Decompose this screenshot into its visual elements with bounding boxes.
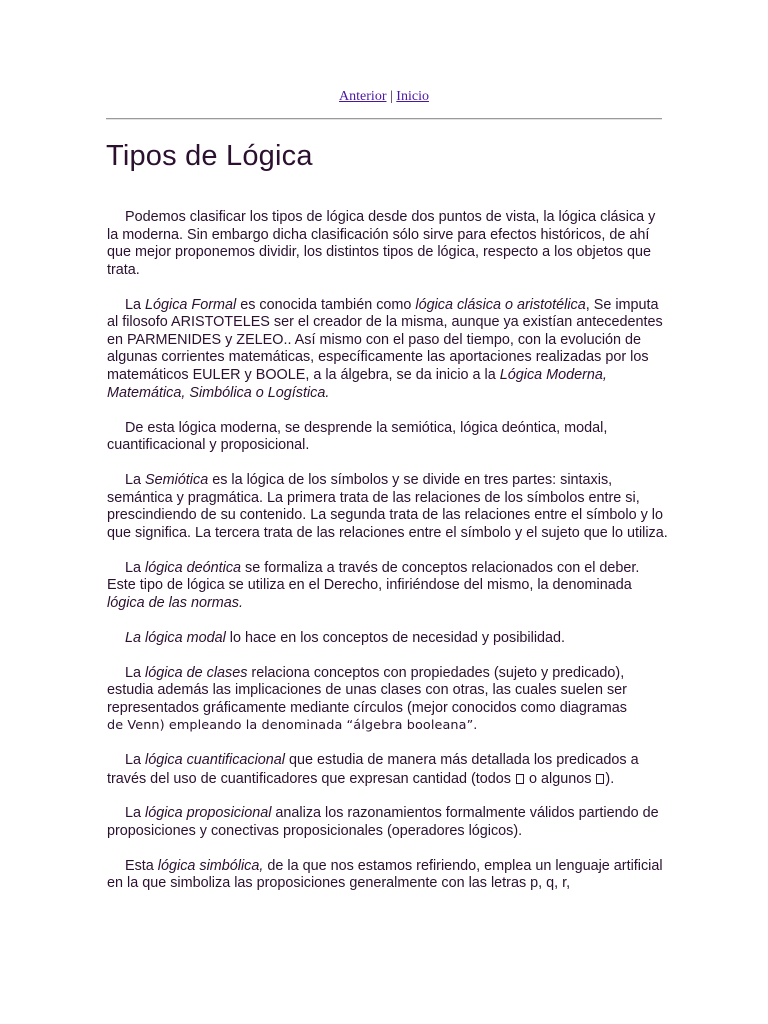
text-run: se formaliza a través de conceptos relacionados con el deber. Este tipo de lógica se utiliza en el Derecho, infiriéndose del mismo, la denominada <box>107 559 640 594</box>
text-run: relaciona conceptos con propiedades (sujeto y predicado), estudia además las implicaciones de unas clases con otras, las cuales suelen ser representados gráficamente mediante círculos (mejor conocidos como diagramas <box>107 664 627 716</box>
text-run: La <box>125 559 146 576</box>
text-run: que estudia de manera más detallada los predicados a través del uso de cuantificadores que expresan cantidad (todos <box>107 752 639 788</box>
paragraph-simbolica <box>107 858 669 893</box>
text-run: analiza los razonamientos formalmente válidos partiendo de proposiciones y conectivas proposicionales (operadores lógicos). <box>107 805 659 839</box>
paragraph-cuantificacional <box>107 751 669 789</box>
text-run: ). <box>605 771 615 788</box>
term-semiotica: Semiótica <box>145 472 209 489</box>
paragraph-proposicional <box>107 805 669 840</box>
term-logica-moderna: Lógica Moderna, Matemática, Simbólica o Logística. <box>107 367 607 401</box>
text-run: La <box>125 664 146 681</box>
term-logica-clases: lógica de clases <box>145 664 248 681</box>
term-logica-cuantificacional: lógica cuantificacional <box>145 752 286 769</box>
text-run: de la que nos estamos refiriendo, emplea un lenguaje artificial en la que simboliza las proposiciones generalmente con las letras p, q, r, <box>107 857 663 892</box>
term-logica-formal: Lógica Formal <box>145 296 237 313</box>
term-logica-proposicional: lógica proposicional <box>145 805 272 822</box>
paragraph-intro <box>107 209 669 279</box>
text-run: Esta <box>125 857 158 874</box>
text-run-venn: de Venn) empleando la denominada “álgebra booleana”. <box>107 718 478 734</box>
horizontal-divider <box>106 118 662 120</box>
top-navigation <box>0 89 768 105</box>
missing-glyph-icon <box>596 774 604 784</box>
missing-glyph-icon <box>516 774 524 784</box>
text-run: La <box>125 805 146 822</box>
text-run: o algunos <box>525 771 596 788</box>
term-logica-clasica: lógica clásica o aristotélica <box>415 296 586 313</box>
previous-link[interactable]: Anterior <box>339 89 387 104</box>
paragraph-text: Podemos clasificar los tipos de lógica desde dos puntos de vista, la lógica clásica y la moderna. Sin embargo dicha clasificación sólo sirve para efectos históricos, de ahí que mejor proponemos dividir, los distintos tipos de lógica, respecto a los objetos que trata. <box>107 209 656 278</box>
nav-separator: | <box>386 89 397 104</box>
text-run: La <box>125 296 146 313</box>
term-logica-simbolica: lógica simbólica, <box>157 857 264 874</box>
term-logica-normas: lógica de las normas. <box>107 594 243 611</box>
text-run: es la lógica de los símbolos y se divide en tres partes: sintaxis, semántica y pragmática. La primera trata de las relaciones de los símbolos entre si, prescindiendo de su contenido. La segunda trata de las relaciones entre el símbolo y lo que significa. La tercera trata de las relaciones entre el símbolo y el sujeto que lo utiliza. <box>107 472 668 541</box>
paragraph-logica-formal <box>107 297 669 403</box>
term-logica-deontica: lógica deóntica <box>145 559 242 576</box>
home-link[interactable]: Inicio <box>396 89 429 104</box>
text-run: La <box>125 472 146 489</box>
paragraph-modal <box>107 630 669 648</box>
page-title: Tipos de Lógica <box>106 140 313 172</box>
term-logica-modal: La lógica modal <box>125 629 226 646</box>
text-run: La <box>125 752 146 769</box>
paragraph-semiotica <box>107 472 669 542</box>
text-run: es conocida también como <box>236 296 416 313</box>
paragraph-text: De esta lógica moderna, se desprende la semiótica, lógica deóntica, modal, cuantificacional y proposicional. <box>107 419 608 454</box>
paragraph-clases <box>107 665 669 735</box>
text-run: , Se imputa al filosofo ARISTOTELES ser el creador de la misma, aunque ya existían antecedentes en PARMENIDES y ZELEO.. Así mismo con el paso del tiempo, con la evolución de algunas corrientes matemáticas, específicamente las aportaciones realizadas por los matemáticos EULER y BOOLE, a la álgebra, se da inicio a la <box>107 296 663 384</box>
paragraph-deontica <box>107 560 669 613</box>
article-body <box>107 209 669 910</box>
text-run: lo hace en los conceptos de necesidad y posibilidad. <box>225 629 566 646</box>
paragraph-logica-moderna <box>107 420 669 455</box>
